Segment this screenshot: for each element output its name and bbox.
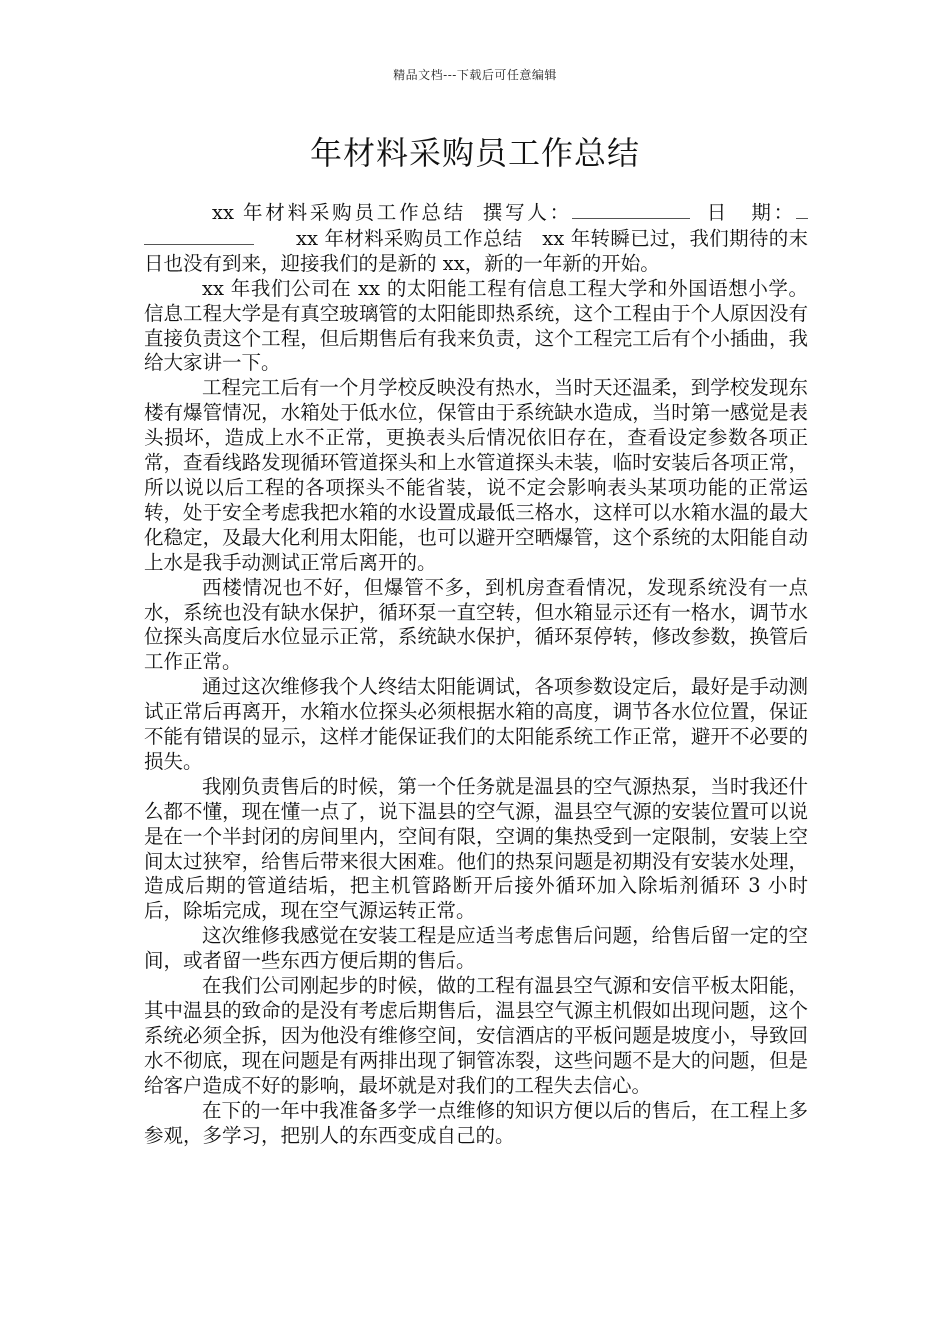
date-blank-continued: [144, 226, 254, 245]
intro-text: xx 年材料采购员工作总结 xx 年转瞬已过，我们期待的末日也没有到来，迎接我们的是新的 xx，新的一年新的开始。: [144, 226, 808, 275]
header-note: 精品文档---下载后可任意编辑: [393, 68, 557, 82]
author-blank: [572, 200, 690, 219]
date-blank: [796, 200, 808, 219]
byline-doc-title: xx 年材料采购员工作总结: [212, 201, 466, 224]
byline: [144, 200, 808, 277]
paragraph: 我刚负责售后的时候，第一个任务就是温县的空气源热泵，当时我还什么都不懂，现在懂一点了，说下温县的空气源，温县空气源的安装位置可以说是在一个半封闭的房间里内，空间有限，空调的集热受到一定限制，安装上空间太过狭窄，给售后带来很大困难。他们的热泵问题是初期没有安装水处理，造成后期的管道结垢，把主机管路断开后接外循环加入除垢剂循环 3 小时后，除垢完成，现在空气源运转正常。: [144, 774, 808, 923]
date-label: 日 期：: [703, 201, 796, 224]
paragraph: 工程完工后有一个月学校反映没有热水，当时天还温柔，到学校发现东楼有爆管情况，水箱处于低水位，保管由于系统缺水造成，当时第一感觉是表头损坏，造成上水不正常，更换表头后情况依旧存在，查看设定参数各项正常，查看线路发现循环管道探头和上水管道探头未装，临时安装后各项正常，所以说以后工程的各项探头不能省装，说不定会影响表头某项功能的正常运转，处于安全考虑我把水箱的水设置成最低三格水，这样可以水箱水温的最大化稳定，及最大化利用太阳能，也可以避开空晒爆管，这个系统的太阳能自动上水是我手动测试正常后离开的。: [144, 376, 808, 574]
paragraph: 在我们公司刚起步的时候，做的工程有温县空气源和安信平板太阳能，其中温县的致命的是没有考虑后期售后，温县空气源主机假如出现问题，这个系统必须全拆，因为他没有维修空间，安信酒店的平板问题是坡度小，导致回水不彻底，现在问题是有两排出现了铜管冻裂，这些问题不是大的问题，但是给客户造成不好的影响，最坏就是对我们的工程失去信心。: [144, 974, 808, 1097]
paragraph: 这次维修我感觉在安装工程是应适当考虑售后问题，给售后留一定的空间，或者留一些东西方便后期的售后。: [144, 924, 808, 973]
paragraph: 在下的一年中我准备多学一点维修的知识方便以后的售后，在工程上多参观，多学习，把别人的东西变成自己的。: [144, 1098, 808, 1147]
paragraph: 西楼情况也不好，但爆管不多，到机房查看情况，发现系统没有一点水，系统也没有缺水保护，循环泵一直空转，但水箱显示还有一格水，调节水位探头高度后水位显示正常，系统缺水保护，循环泵停转，修改参数，换管后工作正常。: [144, 575, 808, 674]
paragraph: xx 年我们公司在 xx 的太阳能工程有信息工程大学和外国语想小学。信息工程大学是有真空玻璃管的太阳能即热系统，这个工程由于个人原因没有直接负责这个工程，但后期售后有我来负责，这个工程完工后有个小插曲，我给大家讲一下。: [144, 276, 808, 375]
document-body: [144, 200, 808, 1148]
paragraph: 通过这次维修我个人终结太阳能调试，各项参数设定后，最好是手动测试正常后再离开，水箱水位探头必须根据水箱的高度，调节各水位位置，保证不能有错误的显示，这样才能保证我们的太阳能系统工作正常，避开不必要的损失。: [144, 675, 808, 773]
document-title: 年材料采购员工作总结: [309, 134, 640, 172]
author-label: 撰写人：: [479, 201, 572, 224]
